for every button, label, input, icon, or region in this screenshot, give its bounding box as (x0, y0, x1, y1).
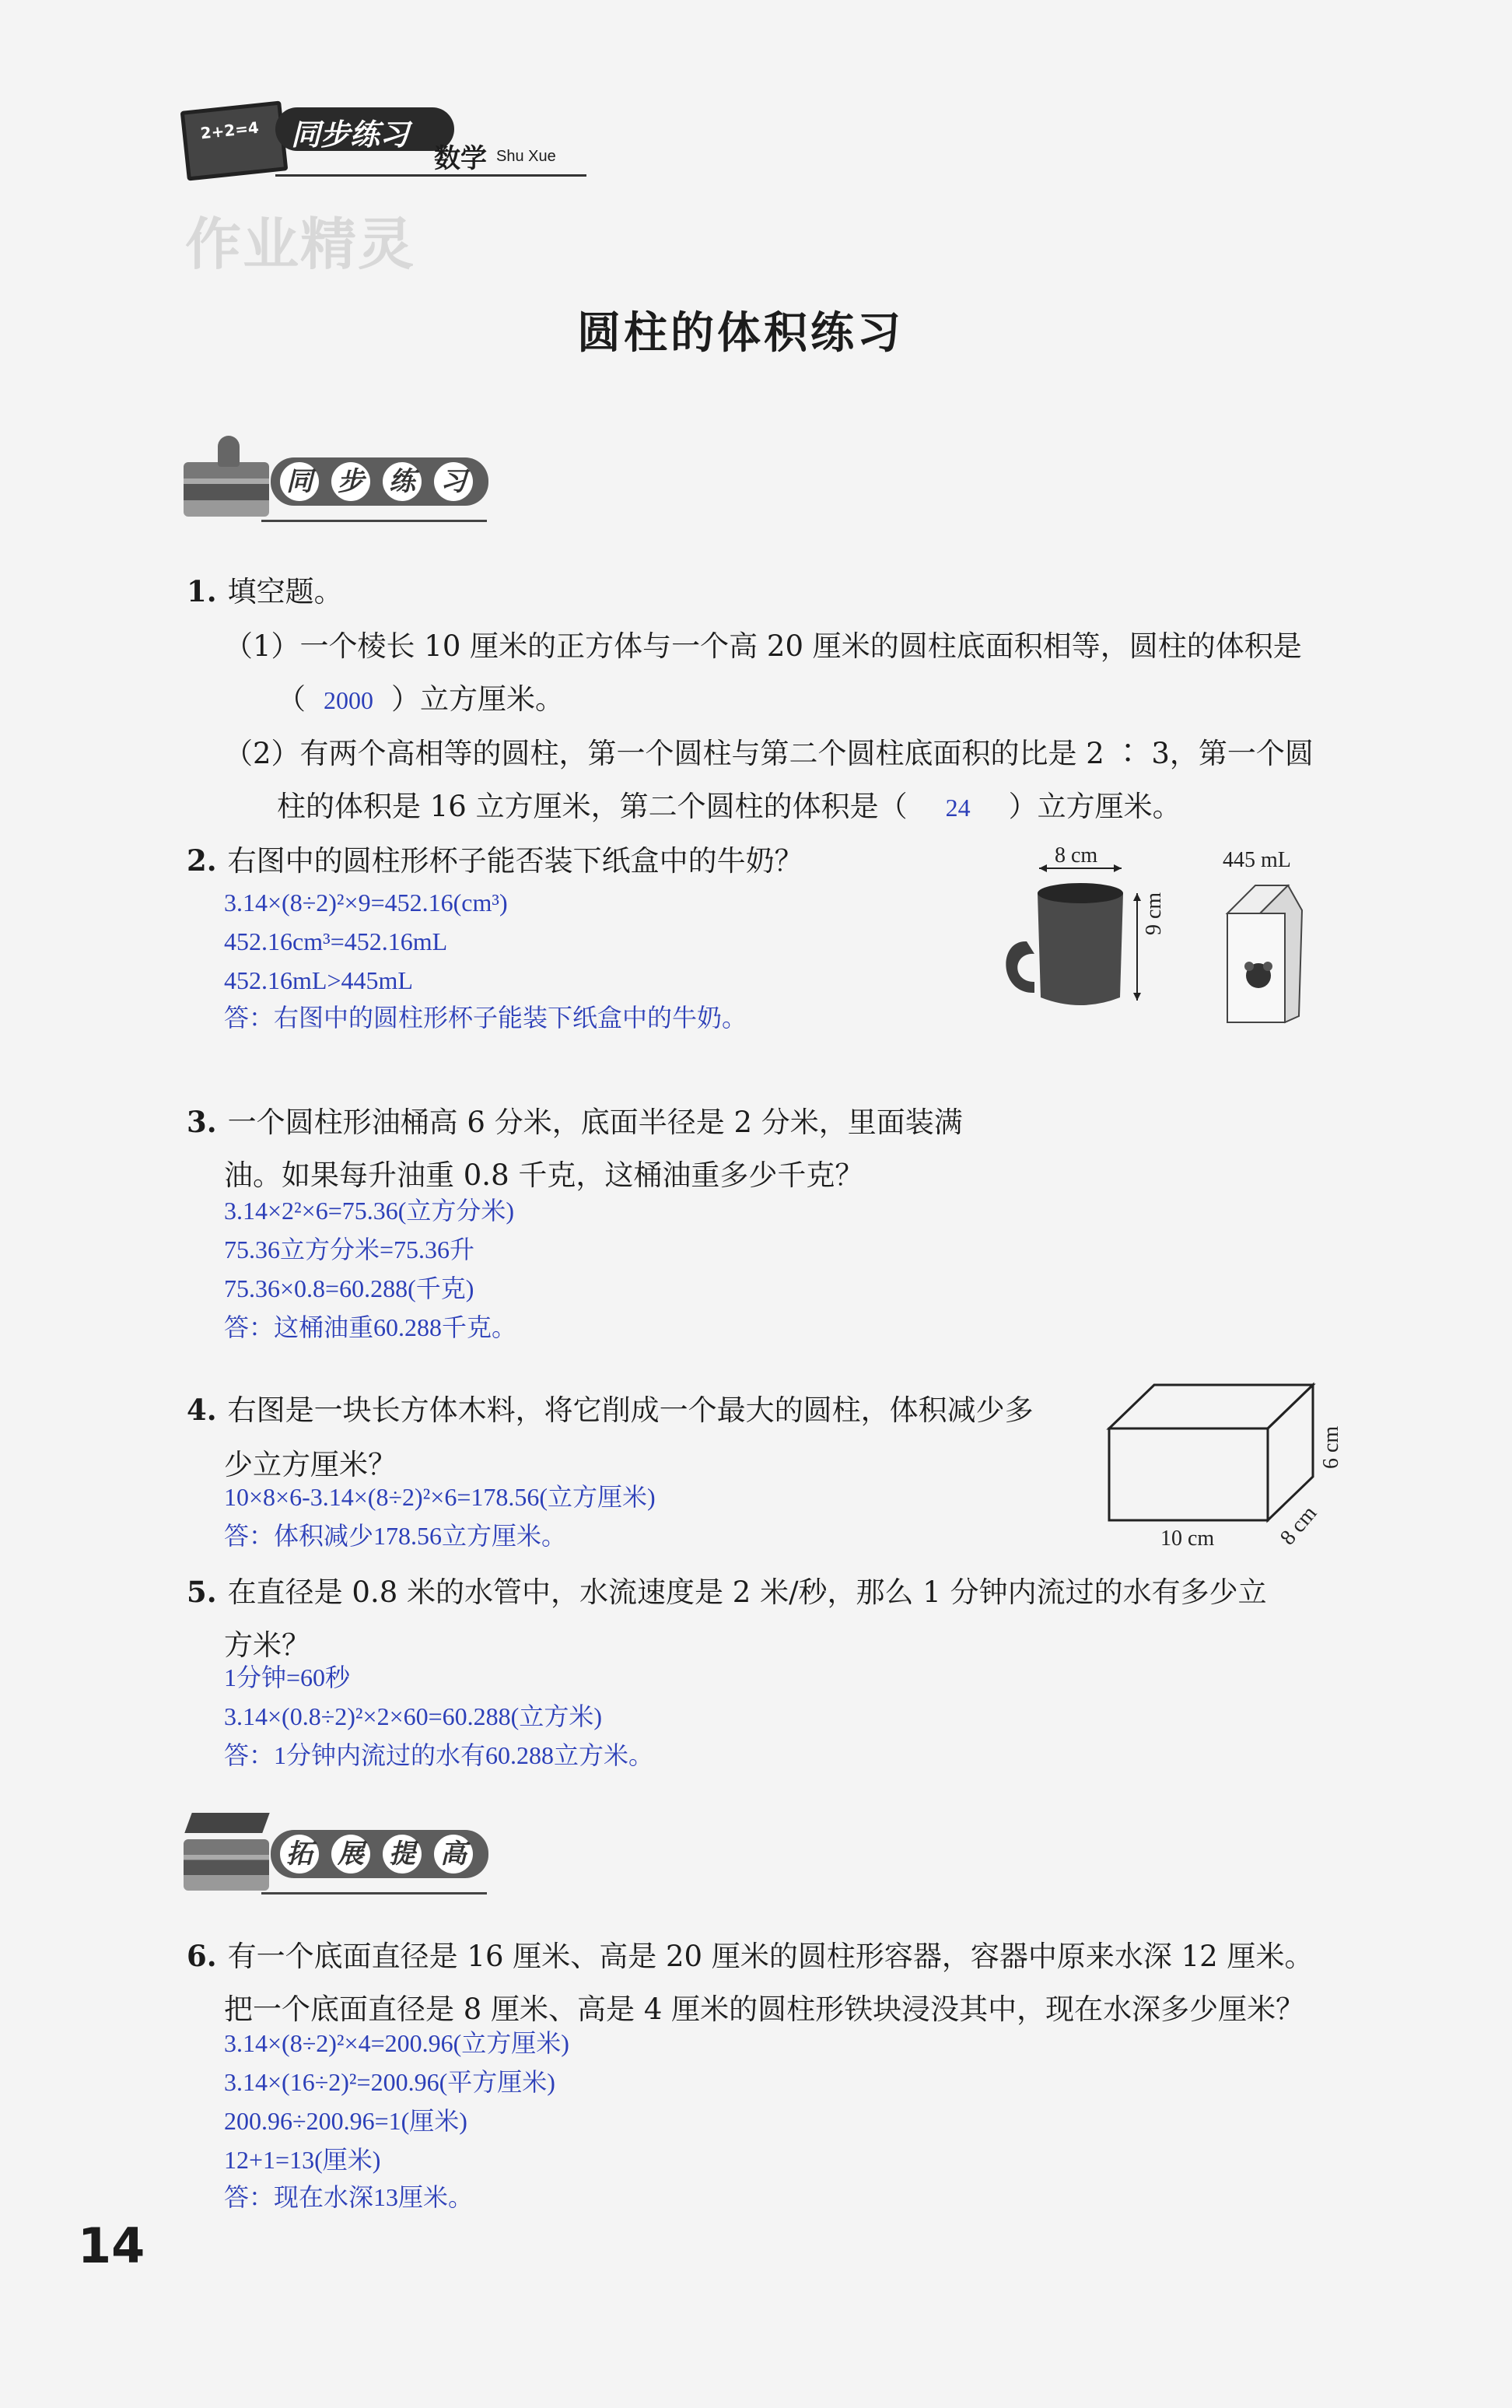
q4-answer-line: 10×8×6-3.14×(8÷2)²×6=178.56(立方厘米) (224, 1483, 656, 1511)
q2-answer-line: 3.14×(8÷2)²×9=452.16(cm³) (224, 889, 508, 917)
q3-line1 (187, 1105, 963, 1139)
q1-part2-line1: （2）有两个高相等的圆柱，第一个圆柱与第二个圆柱底面积的比是 2 ∶ 3，第一个圆 (224, 737, 1314, 770)
q6-answer-line: 200.96÷200.96=1(厘米) (224, 2107, 467, 2135)
section-underline-extend (261, 1892, 487, 1895)
q6-answer-line: 3.14×(16÷2)²=200.96(平方厘米) (224, 2068, 555, 2096)
q5-answer-line: 3.14×(0.8÷2)²×2×60=60.288(立方米) (224, 1702, 602, 1730)
q3-answer-line: 答：这桶油重60.288千克。 (224, 1313, 517, 1341)
milk-carton-figure (1213, 848, 1322, 1019)
q1-text: 填空题。 (227, 575, 343, 608)
section-header-extend (184, 1805, 495, 1898)
section-bar-extend: 拓 展 提 高 (271, 1830, 488, 1878)
series-title: 同步练习 (291, 117, 410, 152)
header-logo (184, 100, 588, 177)
books-icon (184, 462, 269, 517)
chalkboard-text: 2+2=4 (199, 117, 260, 143)
q4-line1 (187, 1393, 1034, 1427)
q6-text-line1: 有一个底面直径是 16 厘米、高是 20 厘米的圆柱形容器，容器中原来水深 12 厘米。 (227, 1940, 1314, 1973)
section-header-sync (184, 436, 495, 529)
q5-number: 5. (187, 1575, 217, 1609)
lamp-icon (218, 436, 240, 467)
q3-line2: 油。如果每升油重 0.8 千克，这桶油重多少千克？ (224, 1158, 864, 1192)
q3-answer-line: 3.14×2²×6=75.36(立方分米) (224, 1197, 515, 1225)
q5-text-line1: 在直径是 0.8 米的水管中，水流速度是 2 米/秒，那么 1 分钟内流过的水有多少立 (227, 1576, 1267, 1609)
subject-pinyin: Shu Xue (496, 148, 556, 165)
q2-heading (187, 843, 803, 878)
q5-line2: 方米？ (224, 1628, 310, 1662)
q3-answer-line: 75.36立方分米=75.36升 (224, 1236, 475, 1264)
q1-number: 1. (187, 574, 217, 608)
q1-part1-answer: 2000 (324, 686, 373, 714)
q3-text-line1: 一个圆柱形油桶高 6 分米，底面半径是 2 分米，里面装满 (227, 1106, 963, 1139)
q3-answer-line: 75.36×0.8=60.288(千克) (224, 1274, 474, 1302)
q6-answer-line: 答：现在水深13厘米。 (224, 2183, 474, 2211)
cup-height-label: 9 cm (1142, 892, 1166, 935)
q2-answer-line: 452.16cm³=452.16mL (224, 927, 448, 955)
q2-number: 2. (187, 843, 217, 878)
q6-answer-line: 12+1=13(厘米) (224, 2146, 381, 2174)
q6-number: 6. (187, 1939, 217, 1973)
cup-width-label: 8 cm (1055, 843, 1098, 868)
q1-part2-answer: 24 (945, 794, 971, 822)
books-icon (184, 1839, 269, 1891)
subject-label: 数学 (434, 143, 487, 174)
q5-answer-line: 1分钟=60秒 (224, 1663, 351, 1691)
q3-number: 3. (187, 1105, 217, 1139)
q6-answer-line: 3.14×(8÷2)²×4=200.96(立方厘米) (224, 2029, 569, 2057)
q4-line2: 少立方厘米？ (224, 1448, 397, 1481)
q4-text-line1: 右图是一块长方体木料，将它削成一个最大的圆柱，体积减少多 (227, 1393, 1034, 1427)
cuboid-height-label: 6 cm (1319, 1425, 1343, 1469)
page-number: 14 (78, 2217, 145, 2274)
q2-text: 右图中的圆柱形杯子能否装下纸盒中的牛奶？ (227, 844, 803, 878)
q1-part1-line2 (277, 682, 564, 716)
section-underline-sync (261, 520, 487, 522)
q5-line1 (187, 1575, 1267, 1609)
q1-part1-pre: （ (277, 682, 306, 716)
section-bar-sync: 同 步 练 习 (271, 457, 488, 506)
q5-answer-line: 答：1分钟内流过的水有60.288立方米。 (224, 1741, 654, 1769)
carton-volume-label: 445 mL (1223, 848, 1291, 872)
q6-line1 (187, 1939, 1314, 1973)
q1-part2-post: ）立方厘米。 (1008, 790, 1181, 823)
q1-part1-line1: （1）一个棱长 10 厘米的正方体与一个高 20 厘米的圆柱底面积相等，圆柱的体积是 (224, 629, 1302, 663)
watermark: 作业精灵 (185, 212, 416, 277)
cuboid-length-label: 10 cm (1160, 1526, 1215, 1551)
page-title: 圆柱的体积练习 (577, 307, 904, 359)
q4-answer-line: 答：体积减少178.56立方厘米。 (224, 1522, 567, 1550)
cuboid-width-label: 8 cm (1276, 1501, 1322, 1550)
q1-part1-post: ）立方厘米。 (391, 682, 564, 716)
chalkboard-icon (180, 100, 289, 181)
q1-heading (187, 574, 343, 608)
q4-number: 4. (187, 1393, 217, 1427)
q1-part2-pre: 柱的体积是 16 立方厘米，第二个圆柱的体积是（ (277, 790, 908, 823)
graduation-cap-icon (184, 1813, 269, 1833)
q6-line2: 把一个底面直径是 8 厘米、高是 4 厘米的圆柱形铁块浸没其中，现在水深多少厘米？ (224, 1993, 1305, 2026)
cup-figure (1003, 843, 1182, 1019)
q1-part2-line2 (277, 792, 1181, 821)
header-underline (275, 174, 586, 177)
carton-drawing (1213, 879, 1322, 1027)
q2-answer-line: 452.16mL>445mL (224, 966, 413, 994)
q2-answer-line: 答：右图中的圆柱形杯子能装下纸盒中的牛奶。 (224, 1004, 747, 1032)
cuboid-figure (1089, 1354, 1343, 1556)
